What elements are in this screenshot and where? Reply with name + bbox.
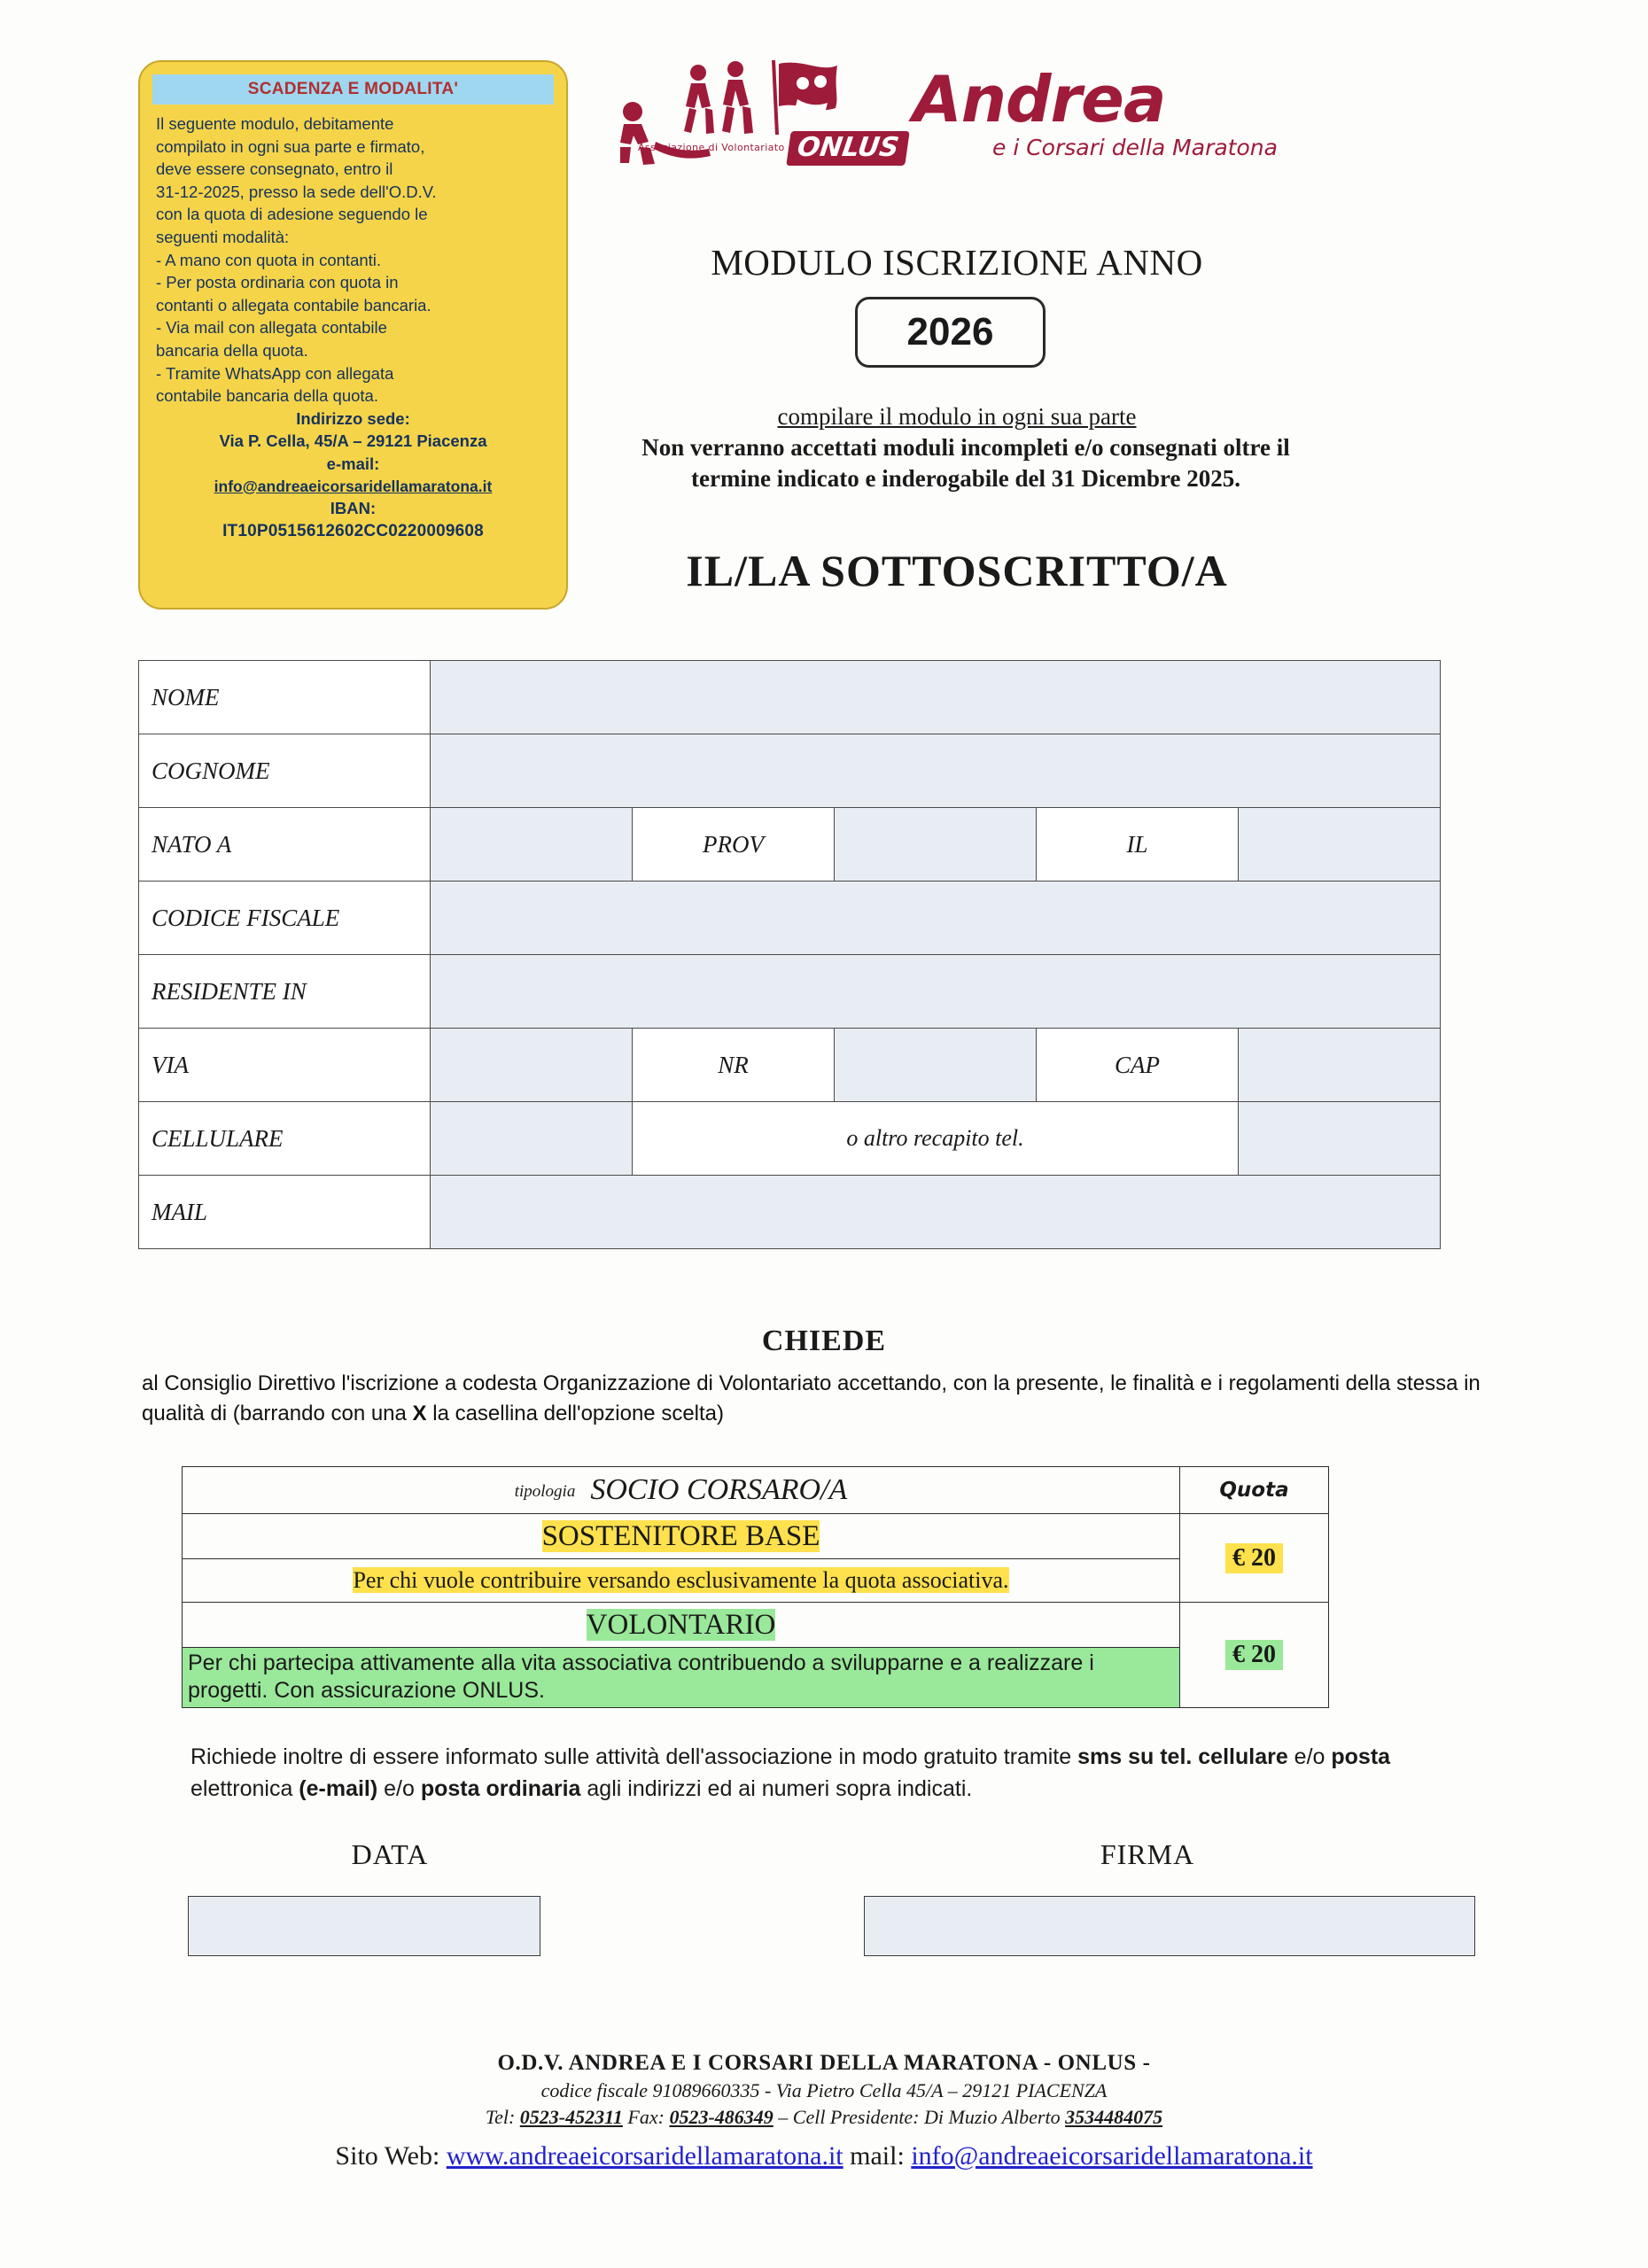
input-nato-a[interactable] <box>431 808 633 882</box>
footer-email-link[interactable]: info@andreaeicorsaridellamaratona.it <box>911 2141 1313 2171</box>
logo-name: Andrea <box>913 62 1166 136</box>
option-name-sostenitore[interactable] <box>183 1514 1180 1559</box>
option-row-volontario-name <box>183 1603 1329 1648</box>
warning-line-2: termine indicato e inderogabile del 31 Dicembre 2025. <box>691 465 1240 493</box>
deadline-line-6: - A mano con quota in contanti. <box>156 250 382 269</box>
input-prov[interactable] <box>835 808 1037 882</box>
option-name-sostenitore-text: SOSTENITORE BASE <box>541 1519 820 1552</box>
table-row-cellulare <box>139 1102 1441 1176</box>
chiede-line-2b: la casellina dell'opzione scelta) <box>426 1402 724 1426</box>
deadline-line-10: bancaria della quota. <box>156 340 308 360</box>
personal-data-table <box>138 660 1441 1249</box>
label-nato-a: NATO A <box>139 808 431 882</box>
deadline-line-0: Il seguente modulo, debitamente <box>156 114 394 133</box>
page-title: MODULO ISCRIZIONE ANNO <box>711 242 1203 283</box>
input-firma[interactable] <box>864 1896 1475 1956</box>
label-via: VIA <box>139 1029 431 1102</box>
table-row-nato-a <box>139 808 1441 882</box>
option-row-sostenitore-name <box>183 1514 1329 1559</box>
option-desc-volontario: Per chi partecipa attivamente alla vita associativa contribuendo a svilupparne e a realizzare i progetti. Con assicurazione ONLUS. <box>183 1648 1180 1708</box>
document-footer <box>0 2051 1648 2171</box>
deadline-line-12: contabile bancaria della quota. <box>156 386 378 406</box>
deadline-line-5: seguenti modalità: <box>156 227 290 246</box>
chiede-paragraph <box>142 1369 1506 1429</box>
footer-web-line <box>0 2141 1648 2171</box>
label-cognome: COGNOME <box>139 734 431 808</box>
footer-fax-prefix: Fax: <box>622 2106 670 2128</box>
logo-subtitle: e i Corsari della Maratona <box>992 135 1278 160</box>
compilare-note: compilare il modulo in ogni sua parte <box>777 403 1137 430</box>
richiede-a: Richiede inoltre di essere informato sulle attività dell'associazione in modo gratuito tramite <box>190 1744 1078 1769</box>
deadline-line-11: - Tramite WhatsApp con allegata <box>156 363 394 383</box>
deadline-iban: IT10P0515612602CC0220009608 <box>222 522 484 541</box>
logo-onlus-badge: ONLUS <box>786 131 910 166</box>
richiede-e: elettronica <box>190 1776 299 1802</box>
deadline-line-1: compilato in ogni sua parte e firmato, <box>156 136 425 156</box>
deadline-iban-label: IBAN: <box>330 498 377 517</box>
richiede-c: e/o <box>1287 1744 1332 1769</box>
option-row-sostenitore-desc <box>183 1559 1329 1603</box>
footer-tel: 0523-452311 <box>519 2106 623 2128</box>
deadline-info-box <box>138 60 568 610</box>
option-quota-sostenitore-text: € 20 <box>1225 1543 1283 1573</box>
footer-fax: 0523-486349 <box>669 2106 773 2128</box>
label-nr: NR <box>633 1029 835 1102</box>
label-residente-in: RESIDENTE IN <box>139 955 431 1029</box>
label-codice-fiscale: CODICE FISCALE <box>139 882 431 955</box>
table-row-via <box>139 1029 1441 1102</box>
chiede-x-mark: X <box>412 1402 427 1426</box>
input-nome[interactable] <box>431 661 1441 734</box>
input-cognome[interactable] <box>431 734 1441 808</box>
input-data[interactable] <box>188 1896 540 1956</box>
year-field: 2026 <box>855 297 1046 368</box>
option-quota-sostenitore <box>1180 1514 1329 1603</box>
option-quota-volontario-text: € 20 <box>1225 1640 1283 1670</box>
options-header-row <box>183 1467 1329 1514</box>
deadline-title: SCADENZA E MODALITA' <box>152 74 554 105</box>
quota-header: Quota <box>1180 1467 1329 1514</box>
richiede-h: posta ordinaria <box>420 1776 581 1802</box>
richiede-paragraph <box>190 1741 1431 1806</box>
footer-website-link[interactable]: www.andreaeicorsaridellamaratona.it <box>446 2141 843 2171</box>
footer-cell: 3534484075 <box>1065 2106 1163 2128</box>
table-row-codice-fiscale <box>139 882 1441 955</box>
richiede-i: agli indirizzi ed ai numeri sopra indicati. <box>580 1776 973 1802</box>
label-altro-recapito: o altro recapito tel. <box>633 1102 1239 1176</box>
section-heading-chiede: CHIEDE <box>761 1324 887 1357</box>
footer-organization: O.D.V. ANDREA E I CORSARI DELLA MARATONA - ONLUS - <box>497 2051 1151 2075</box>
section-heading-sottoscritto: IL/LA SOTTOSCRITTO/A <box>686 546 1228 595</box>
richiede-b: sms su tel. cellulare <box>1077 1744 1288 1769</box>
input-mail[interactable] <box>431 1176 1441 1249</box>
input-cellulare[interactable] <box>431 1102 633 1176</box>
input-altro-recapito[interactable] <box>1239 1102 1441 1176</box>
footer-site-label: Sito Web: <box>335 2141 447 2171</box>
chiede-line-1: al Consiglio Direttivo l'iscrizione a codesta Organizzazione di Volontariato accettando, con la presente, le <box>142 1371 1127 1395</box>
options-title-cell <box>183 1467 1180 1514</box>
label-il: IL <box>1037 808 1239 882</box>
table-row-mail <box>139 1176 1441 1249</box>
label-mail: MAIL <box>139 1176 431 1249</box>
membership-options-table <box>182 1466 1329 1708</box>
input-via[interactable] <box>431 1029 633 1102</box>
deadline-line-7: - Per posta ordinaria con quota in <box>156 273 399 292</box>
warning-line-1: Non verranno accettati moduli incompleti e/o consegnati oltre il <box>641 434 1290 461</box>
footer-contacts <box>0 2106 1648 2129</box>
option-name-volontario-text: VOLONTARIO <box>586 1608 776 1641</box>
footer-tel-prefix: Tel: <box>485 2106 520 2128</box>
deadline-body <box>151 113 556 543</box>
option-quota-volontario <box>1180 1603 1329 1708</box>
input-residente-in[interactable] <box>431 955 1441 1029</box>
footer-cell-prefix: – Cell Presidente: Di Muzio Alberto <box>773 2106 1066 2128</box>
option-name-volontario[interactable] <box>183 1603 1180 1648</box>
label-cellulare: CELLULARE <box>139 1102 431 1176</box>
options-title: SOCIO CORSARO/A <box>590 1473 848 1506</box>
table-row-cognome <box>139 734 1441 808</box>
deadline-line-9: - Via mail con allegata contabile <box>156 318 387 338</box>
label-nome: NOME <box>139 661 431 734</box>
chiede-line-2a: finalità e i regolamenti della stessa in qualità di (barrando con una <box>142 1371 1481 1426</box>
label-prov: PROV <box>633 808 835 882</box>
label-cap: CAP <box>1037 1029 1239 1102</box>
richiede-d: posta <box>1331 1744 1391 1769</box>
deadline-email-label: e-mail: <box>326 454 380 473</box>
table-row-nome <box>139 661 1441 734</box>
label-firma: FIRMA <box>1100 1838 1195 1870</box>
input-nr[interactable] <box>835 1029 1037 1102</box>
footer-mail-label: mail: <box>843 2141 912 2171</box>
deadline-line-2: deve essere consegnato, entro il <box>156 159 393 179</box>
footer-fiscal-code: codice fiscale 91089660335 - Via Pietro Cella 45/A – 29121 PIACENZA <box>540 2079 1108 2101</box>
logo-association-text: Associazione di Volontariato <box>638 142 785 153</box>
warning-note <box>567 432 1364 494</box>
input-il[interactable] <box>1239 808 1441 882</box>
richiede-f: (e-mail) <box>299 1776 378 1802</box>
option-desc-sostenitore <box>183 1559 1180 1603</box>
input-cap[interactable] <box>1239 1029 1441 1102</box>
deadline-line-3: 31-12-2025, presso la sede dell'O.D.V. <box>156 182 437 201</box>
deadline-line-4: con la quota di adesione seguendo le <box>156 205 428 224</box>
table-row-residente-in <box>139 955 1441 1029</box>
option-desc-sostenitore-text: Per chi vuole contribuire versando esclusivamente la quota associativa. <box>353 1567 1009 1593</box>
input-codice-fiscale[interactable] <box>431 882 1441 955</box>
deadline-line-8: contanti o allegata contabile bancaria. <box>156 295 431 315</box>
deadline-email[interactable]: info@andreaeicorsaridellamaratona.it <box>214 477 493 495</box>
label-data: DATA <box>351 1838 429 1870</box>
richiede-g: e/o <box>377 1776 421 1802</box>
deadline-address: Via P. Cella, 45/A – 29121 Piacenza <box>219 431 487 451</box>
tipologia-label: tipologia <box>514 1482 576 1502</box>
association-logo <box>620 53 1294 177</box>
deadline-address-label: Indirizzo sede: <box>296 408 410 428</box>
option-row-volontario-desc <box>183 1648 1329 1708</box>
